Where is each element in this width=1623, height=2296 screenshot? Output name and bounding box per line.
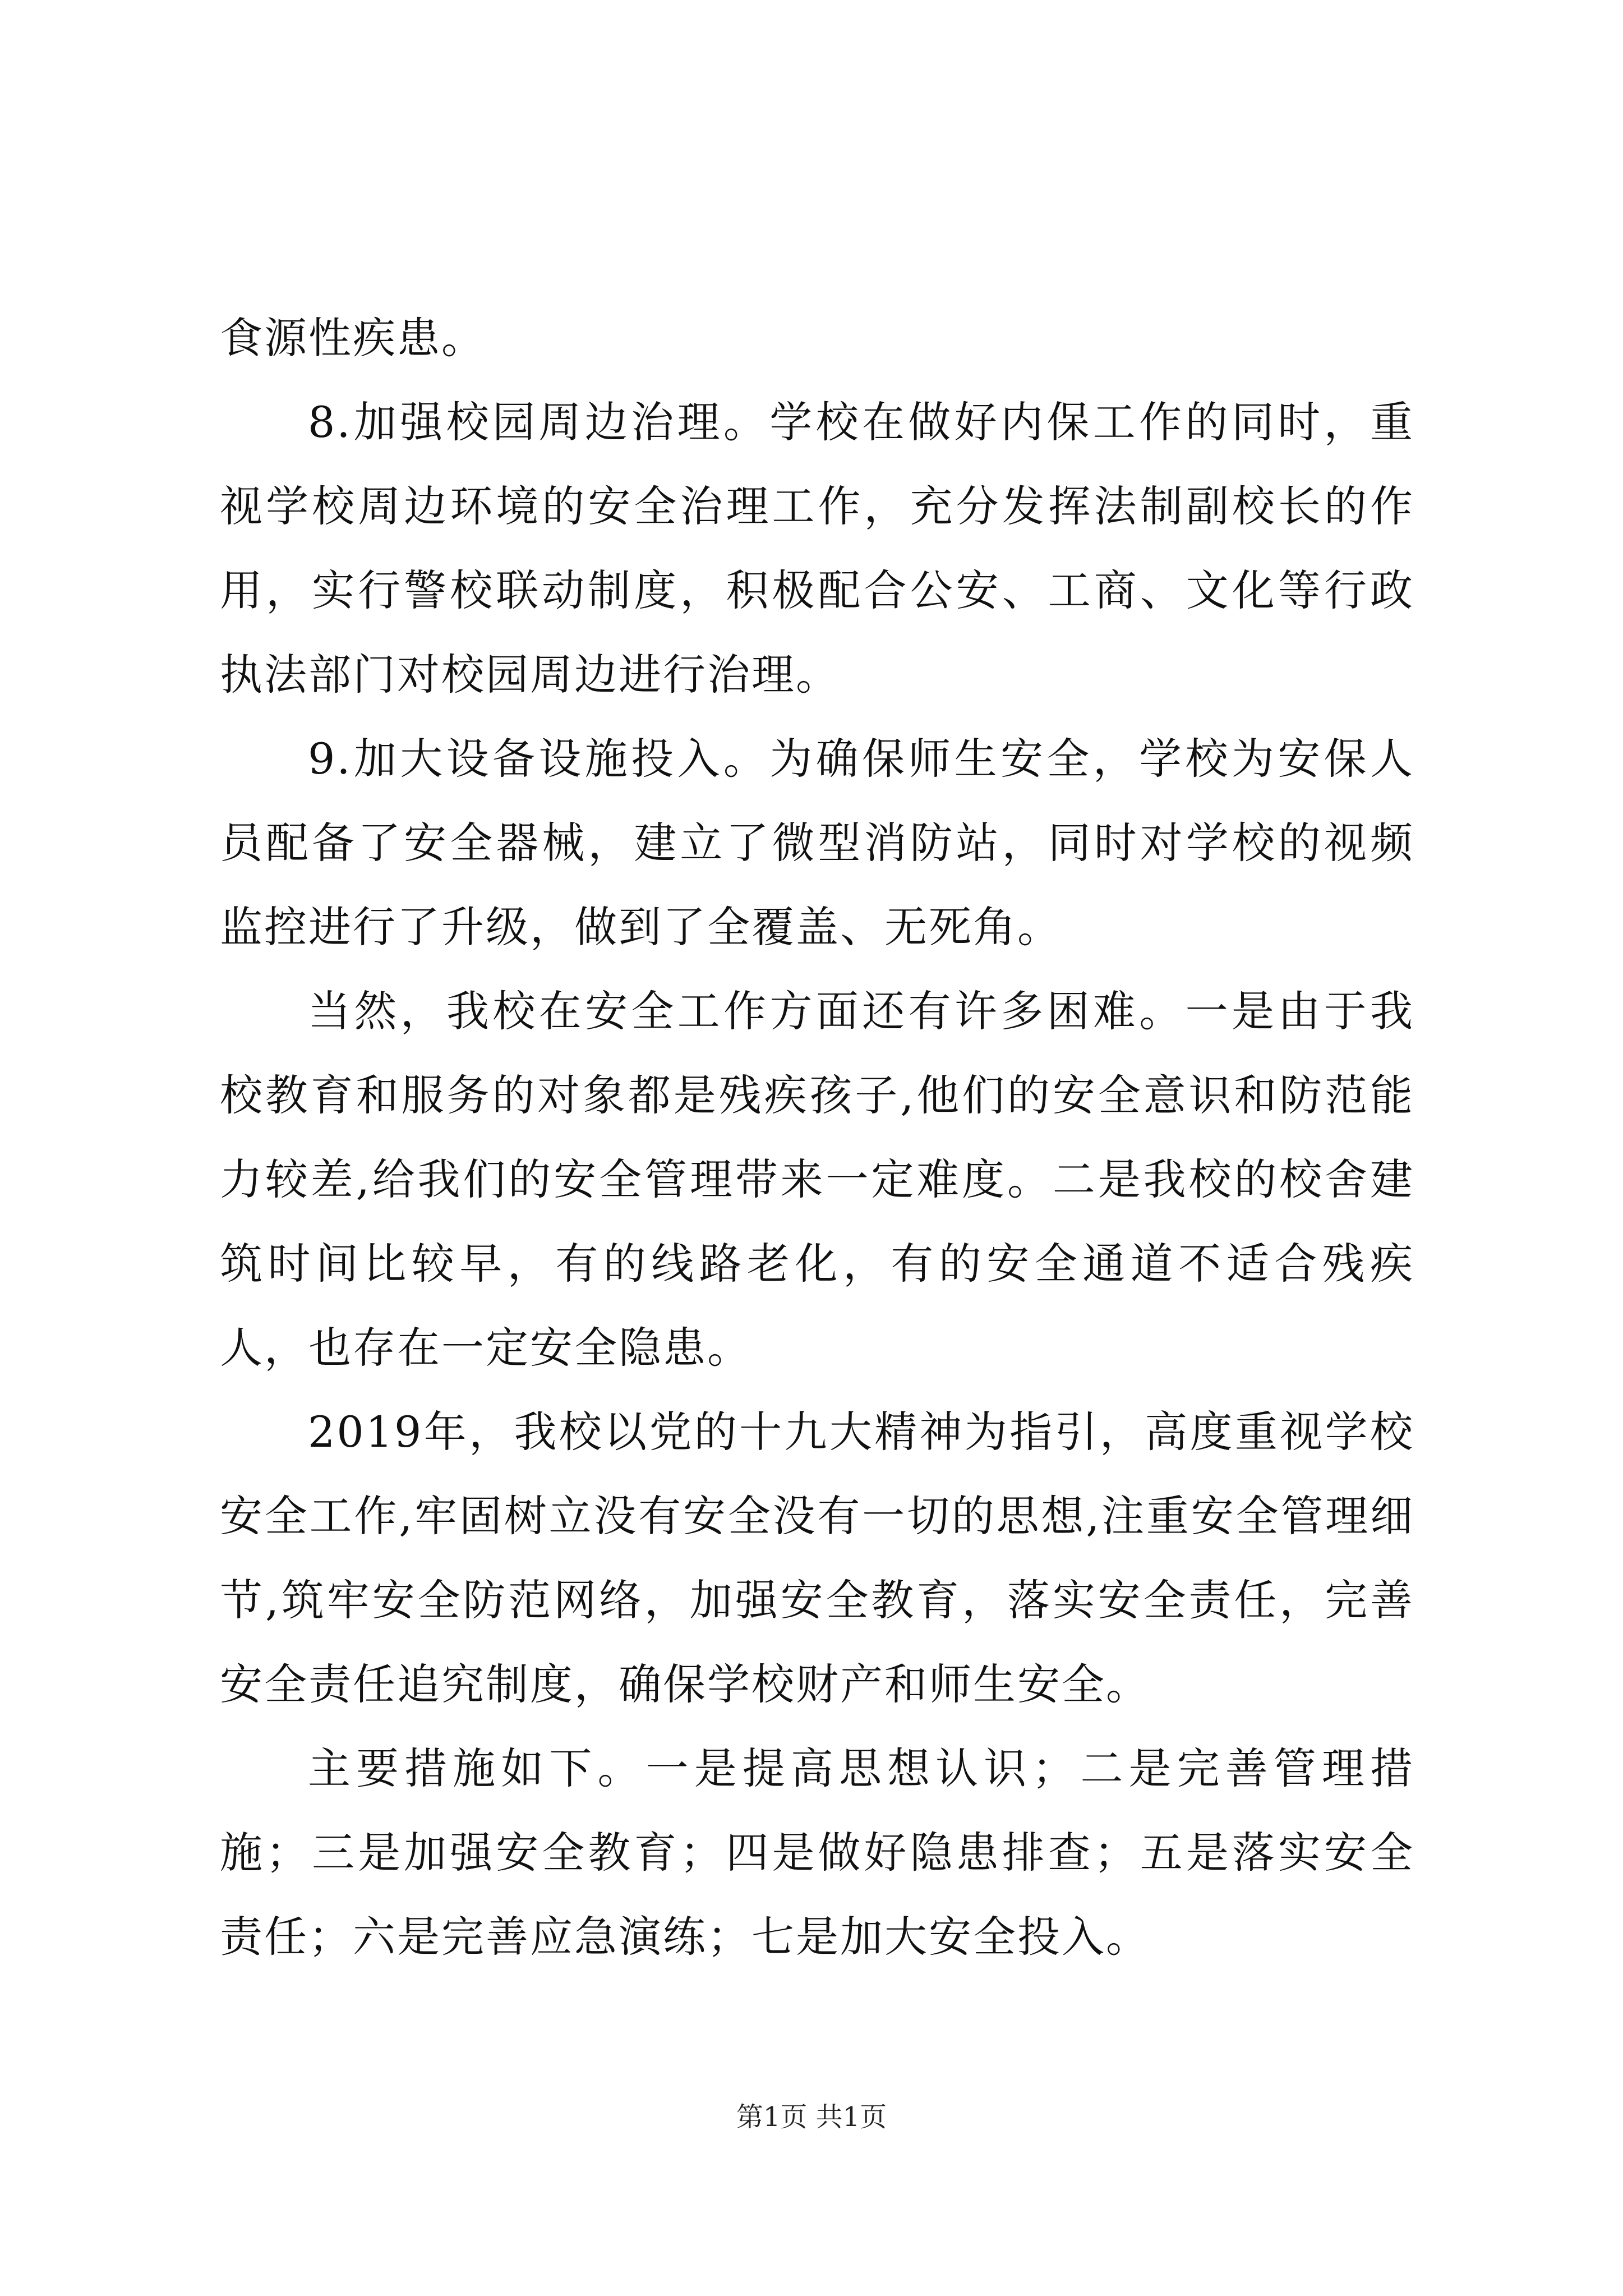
paragraph-2019-plan: 2019年，我校以党的十九大精神为指引，高度重视学校安全工作,牢固树立没有安全没有一切的思想,注重安全管理细节,筑牢安全防范网络，加强安全教育，落实安全责任，完善安全责任追究制度，确保学校财产和师生安全。: [220, 1407, 1414, 1709]
paragraph-item-9: 9.加大设备设施投入。为确保师生安全，学校为安保人员配备了安全器械，建立了微型消防站，同时对学校的视频监控进行了升级，做到了全覆盖、无死角。: [220, 734, 1414, 952]
paragraph-difficulties: 当然，我校在安全工作方面还有许多困难。一是由于我校教育和服务的对象都是残疾孩子,他们的安全意识和防范能力较差,给我们的安全管理带来一定难度。二是我校的校舍建筑时间比较早，有的线路老化，有的安全通道不适合残疾人，也存在一定安全隐患。: [220, 986, 1414, 1373]
page-footer: 第1页 共1页: [736, 2101, 887, 2133]
document-body: [220, 296, 1414, 1979]
paragraph-continuation: 食源性疾患。: [220, 313, 486, 363]
paragraph-main-measures: 主要措施如下。一是提高思想认识；二是完善管理措施；三是加强安全教育；四是做好隐患排查；五是落实安全责任；六是完善应急演练；七是加大安全投入。: [220, 1743, 1414, 1962]
paragraph-item-8: 8.加强校园周边治理。学校在做好内保工作的同时，重视学校周边环境的安全治理工作，充分发挥法制副校长的作用，实行警校联动制度，积极配合公安、工商、文化等行政执法部门对校园周边进行治理。: [220, 397, 1414, 700]
